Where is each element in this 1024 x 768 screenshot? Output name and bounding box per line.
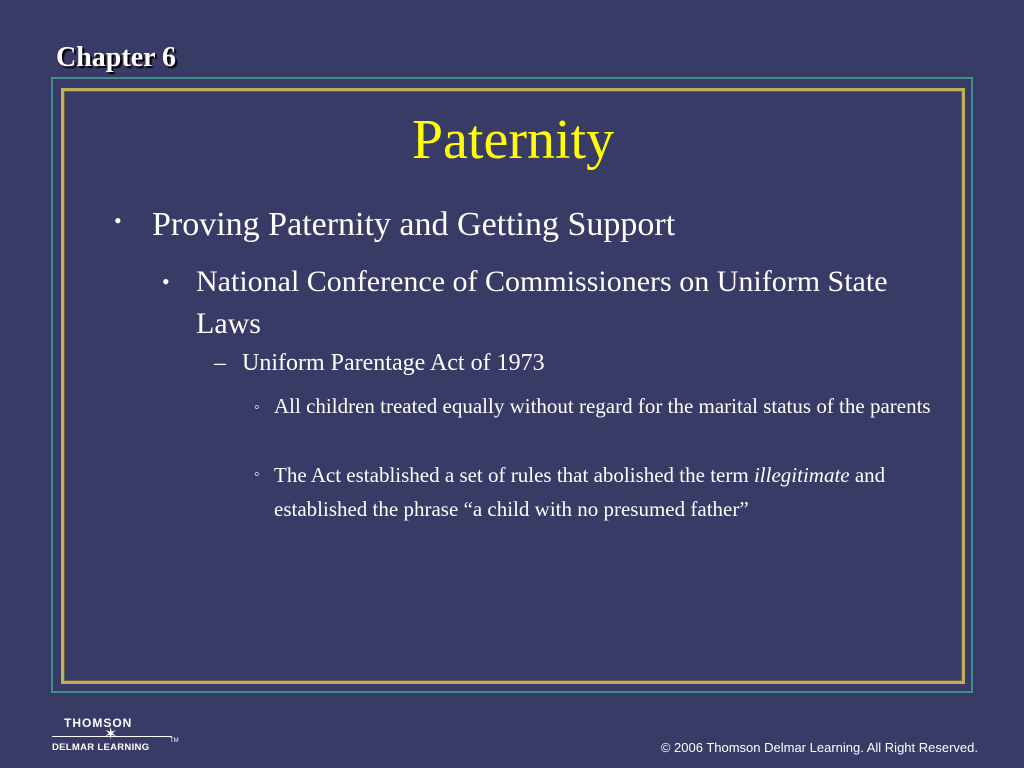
bullet-level2-text: National Conference of Commissioners on Uniform State Laws [196,265,888,340]
star-icon: ✶ [104,726,118,743]
bullet-level4b-italic: illegitimate [753,463,850,487]
bullet-level4b-text [274,458,934,526]
bullet-circle-icon: ◦ [254,466,260,483]
thomson-delmar-logo [52,716,182,756]
bullet-level4b-after: and established the phrase “a child with no presumed father” [274,463,886,521]
bullet-dot-icon: • [162,269,170,294]
logo-bottom-text: DELMAR LEARNING [52,742,150,753]
copyright-notice: © 2006 Thomson Delmar Learning. All Right Reserved. [660,740,978,755]
bullet-level3-text: Uniform Parentage Act of 1973 [242,350,545,376]
logo-top-text: THOMSON [64,716,133,730]
chapter-label: Chapter 6 [56,42,177,73]
bullet-dash-icon: – [214,350,226,376]
logo-trademark: TM [170,738,179,744]
bullet-circle-icon: ◦ [254,399,260,416]
inner-frame [61,88,965,684]
bullet-dot-icon: • [114,208,122,233]
slide-title: Paternity [411,109,615,171]
bullet-level4b-before: The Act established a set of rules that abolished the term [274,463,754,487]
bullet-level4a-text: All children treated equally without regard for the marital status of the parents [274,394,931,418]
bullet-level1-text: Proving Paternity and Getting Support [152,206,676,243]
